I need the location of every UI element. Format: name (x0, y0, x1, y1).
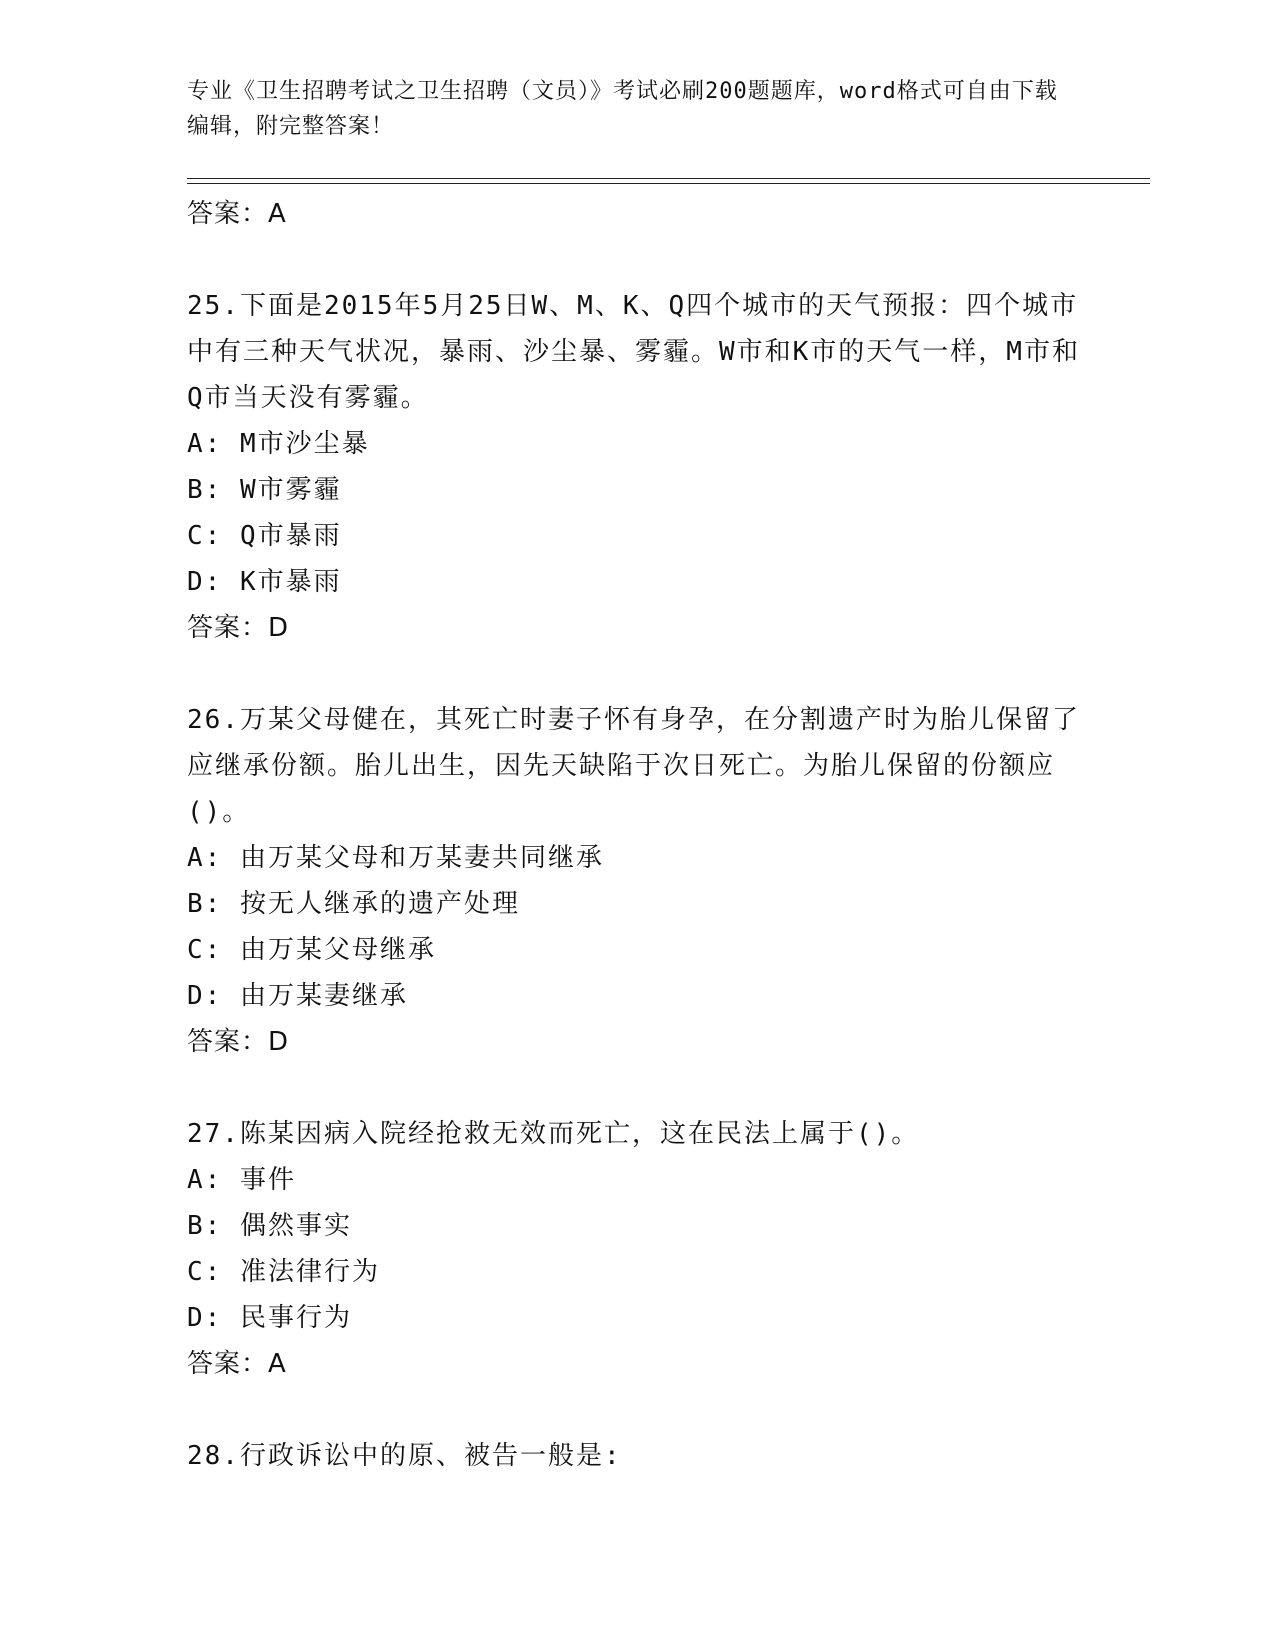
question-stem: 28.行政诉讼中的原、被告一般是: (187, 1441, 622, 1471)
answer-line: 答案：D (187, 613, 290, 643)
option-a: A: 由万某父母和万某妻共同继承 (187, 843, 604, 873)
option-a: A: 事件 (187, 1165, 296, 1195)
question-stem: 25.下面是2015年5月25日W、M、K、Q四个城市的天气预报：四个城市中有三种天气状况，暴雨、沙尘暴、雾霾。W市和K市的天气一样，M市和Q市当天没有雾霾。 (187, 291, 1080, 413)
option-b: B: 偶然事实 (187, 1211, 352, 1241)
header-divider-bottom (187, 183, 1150, 184)
option-b: B: 按无人继承的遗产处理 (187, 889, 520, 919)
option-b: B: W市雾霾 (187, 475, 342, 505)
answer-line: 答案：A (187, 199, 287, 229)
question-list (187, 191, 1087, 1479)
option-d: D: 由万某妻继承 (187, 981, 408, 1011)
answer-line: 答案：A (187, 1349, 287, 1379)
document-header: 专业《卫生招聘考试之卫生招聘（文员）》考试必刷200题题库，word格式可自由下载编辑，附完整答案！ (187, 79, 1058, 139)
option-c: C: Q市暴雨 (187, 521, 342, 551)
header-divider-top (187, 178, 1150, 179)
option-c: C: 由万某父母继承 (187, 935, 436, 965)
option-d: D: K市暴雨 (187, 567, 342, 597)
option-a: A: M市沙尘暴 (187, 429, 370, 459)
option-c: C: 准法律行为 (187, 1257, 380, 1287)
question-stem: 26.万某父母健在，其死亡时妻子怀有身孕，在分割遗产时为胎儿保留了应继承份额。胎儿出生，因先天缺陷于次日死亡。为胎儿保留的份额应()。 (187, 705, 1080, 827)
question-26 (187, 697, 1087, 1065)
option-d: D: 民事行为 (187, 1303, 352, 1333)
question-25 (187, 283, 1087, 651)
answer-line: 答案：D (187, 1027, 290, 1057)
question-stem: 27.陈某因病入院经抢救无效而死亡，这在民法上属于()。 (187, 1119, 920, 1149)
question-27 (187, 1111, 1087, 1387)
question-28 (187, 1433, 1087, 1479)
